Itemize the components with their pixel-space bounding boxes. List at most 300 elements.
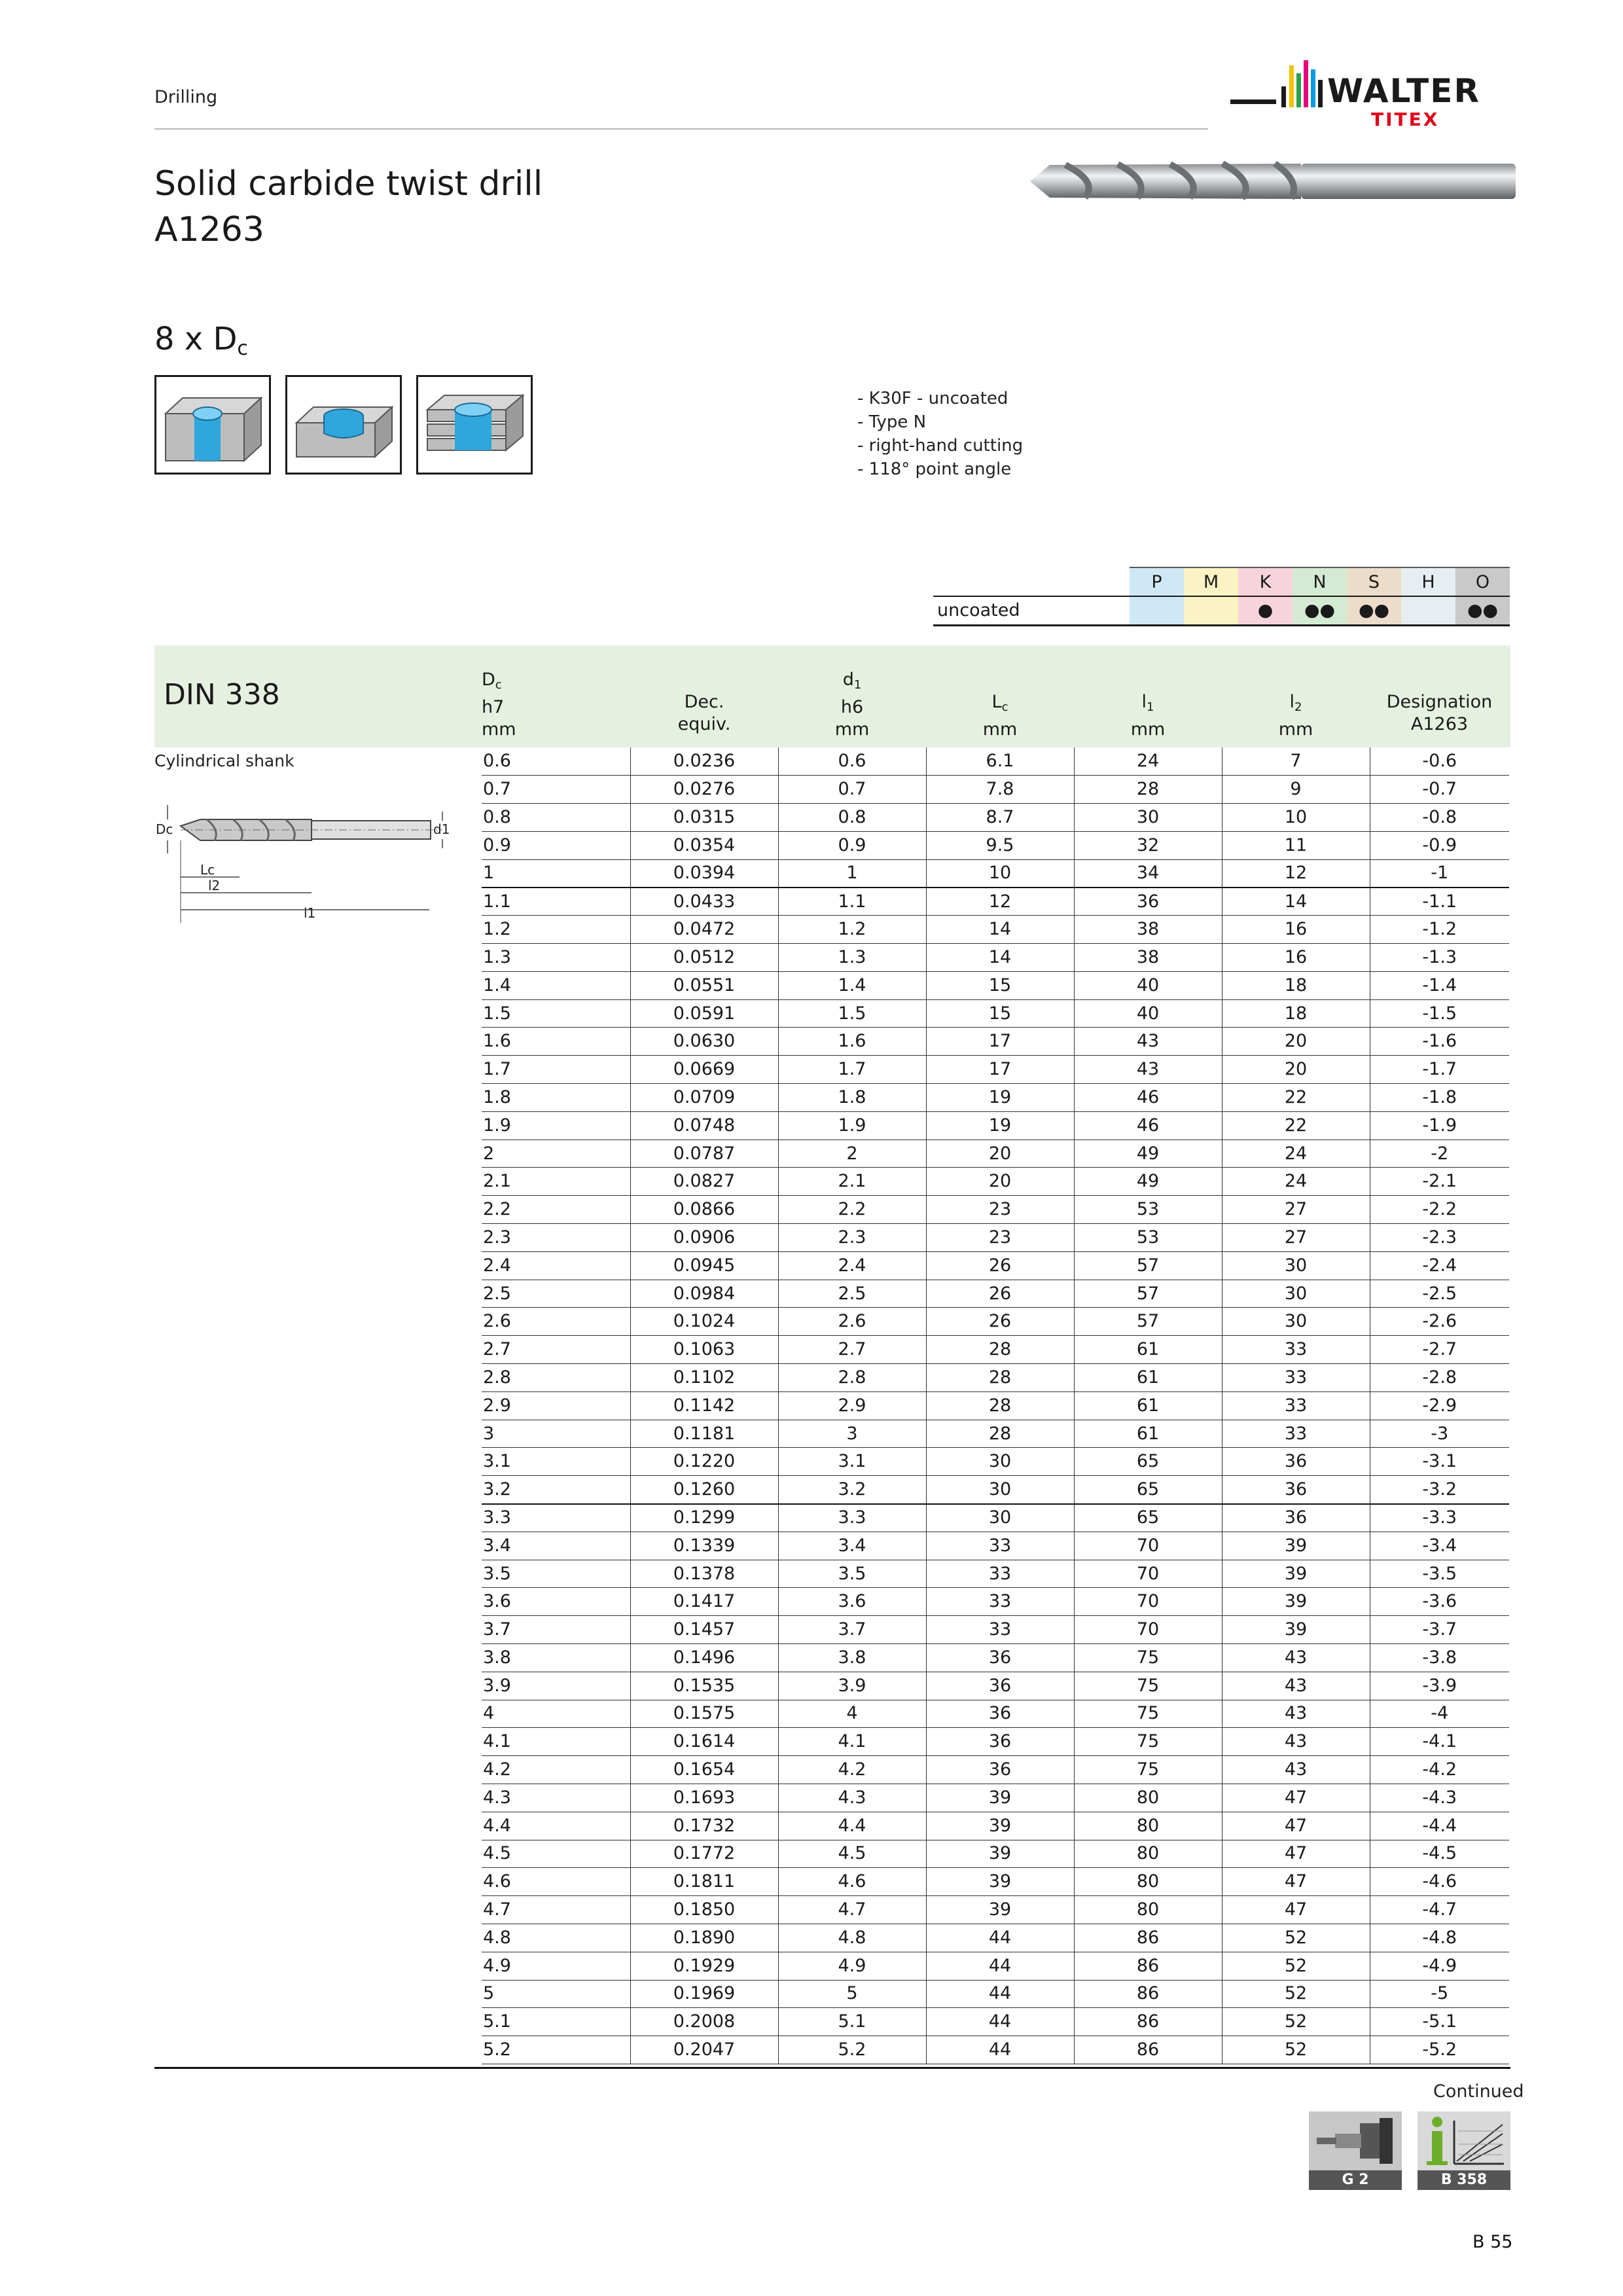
table-cell: -2.2 <box>1370 1196 1509 1224</box>
table-cell: 2.3 <box>778 1224 926 1252</box>
feature-item: - Type N <box>857 412 927 432</box>
table-cell: 24 <box>1222 1139 1370 1168</box>
reference-label: G 2 <box>1309 2170 1402 2190</box>
table-cell: 4.2 <box>778 1756 926 1784</box>
table-cell: 1.6 <box>778 1028 926 1056</box>
table-row <box>482 1588 1509 1616</box>
table-cell: 86 <box>1074 2036 1222 2064</box>
material-group-s: S <box>1347 567 1401 596</box>
table-cell: 0.0591 <box>630 999 778 1028</box>
table-cell: 4.1 <box>482 1728 630 1756</box>
table-cell: 0.1024 <box>630 1308 778 1336</box>
table-cell: 0.1654 <box>630 1756 778 1784</box>
table-cell: 39 <box>1222 1560 1370 1588</box>
feature-item: - right-hand cutting <box>857 436 1024 456</box>
table-cell: 33 <box>1222 1391 1370 1420</box>
table-cell: 1.3 <box>482 944 630 972</box>
table-row <box>482 1728 1509 1756</box>
table-cell: 44 <box>926 1924 1074 1952</box>
table-row <box>482 916 1509 944</box>
table-cell: 33 <box>1222 1364 1370 1392</box>
table-row <box>482 1700 1509 1728</box>
column-header-designation: Designation A1263 <box>1386 692 1493 734</box>
table-cell: 39 <box>1222 1588 1370 1616</box>
table-cell: 24 <box>1222 1168 1370 1196</box>
drill-size-table <box>482 747 1509 2064</box>
table-cell: -1.9 <box>1370 1111 1509 1139</box>
table-cell: -4.2 <box>1370 1756 1509 1784</box>
feature-list <box>857 387 1023 481</box>
table-cell: -2.8 <box>1370 1364 1509 1392</box>
table-cell: 1.4 <box>778 971 926 999</box>
table-cell: 26 <box>926 1308 1074 1336</box>
table-cell: 80 <box>1074 1896 1222 1924</box>
table-cell: 0.1299 <box>630 1504 778 1532</box>
table-cell: 36 <box>926 1644 1074 1672</box>
logo-sub-text: TITEX <box>1371 109 1440 130</box>
table-row <box>482 859 1509 888</box>
table-cell: 0.0945 <box>630 1251 778 1280</box>
table-cell: 1.3 <box>778 944 926 972</box>
material-group-h: H <box>1401 567 1455 596</box>
table-cell: 19 <box>926 1111 1074 1139</box>
table-cell: 0.1969 <box>630 1980 778 2008</box>
product-title-line2: A1263 <box>154 210 264 249</box>
table-cell: 43 <box>1222 1644 1370 1672</box>
table-cell: 7 <box>1222 747 1370 776</box>
table-cell: 2.7 <box>482 1336 630 1364</box>
table-row <box>482 1644 1509 1672</box>
table-cell: 2.4 <box>482 1251 630 1280</box>
table-row <box>482 1924 1509 1952</box>
table-cell: -1.2 <box>1370 916 1509 944</box>
section-label: Drilling <box>154 87 218 107</box>
table-row <box>482 1420 1509 1448</box>
table-row <box>482 1784 1509 1812</box>
column-header-l1: $l_1$ mm <box>1130 692 1166 740</box>
table-cell: -1 <box>1370 859 1509 888</box>
table-row <box>482 1448 1509 1476</box>
table-cell: 4.7 <box>482 1896 630 1924</box>
table-cell: 52 <box>1222 2008 1370 2036</box>
material-group-n: N <box>1293 567 1347 596</box>
table-cell: 3.3 <box>482 1504 630 1532</box>
table-row <box>482 1251 1509 1280</box>
product-title-line1: Solid carbide twist drill <box>154 164 543 204</box>
table-cell: 3.7 <box>482 1616 630 1644</box>
svg-text:d1: d1 <box>433 821 450 837</box>
table-cell: -4.4 <box>1370 1812 1509 1840</box>
table-cell: 0.0630 <box>630 1028 778 1056</box>
table-cell: 16 <box>1222 944 1370 972</box>
table-cell: 75 <box>1074 1756 1222 1784</box>
table-cell: 39 <box>926 1784 1074 1812</box>
table-cell: 3.5 <box>482 1560 630 1588</box>
table-cell: 75 <box>1074 1644 1222 1672</box>
table-row <box>482 2036 1509 2064</box>
table-cell: 1.1 <box>482 888 630 916</box>
suitability-k: ● <box>1238 596 1293 625</box>
table-cell: 57 <box>1074 1280 1222 1308</box>
through-hole-icon <box>154 375 271 475</box>
table-cell: 1.9 <box>778 1111 926 1139</box>
column-header-dc: $D_c$ h7 mm <box>482 670 516 740</box>
table-cell: -1.6 <box>1370 1028 1509 1056</box>
table-cell: 28 <box>926 1391 1074 1420</box>
table-cell: 0.6 <box>778 747 926 776</box>
table-cell: 15 <box>926 971 1074 999</box>
table-cell: 2.1 <box>778 1168 926 1196</box>
table-cell: 20 <box>926 1168 1074 1196</box>
table-row <box>482 1056 1509 1084</box>
table-cell: 3.7 <box>778 1616 926 1644</box>
table-cell: 2.6 <box>778 1308 926 1336</box>
table-cell: 4.1 <box>778 1728 926 1756</box>
table-cell: 2.8 <box>482 1364 630 1392</box>
table-cell: 1.5 <box>482 999 630 1028</box>
table-cell: 36 <box>1222 1476 1370 1504</box>
table-cell: 39 <box>1222 1616 1370 1644</box>
table-cell: 0.1063 <box>630 1336 778 1364</box>
table-cell: -3.7 <box>1370 1616 1509 1644</box>
table-cell: 9.5 <box>926 831 1074 859</box>
table-cell: 2.1 <box>482 1168 630 1196</box>
table-cell: -3.6 <box>1370 1588 1509 1616</box>
table-row <box>482 1560 1509 1588</box>
table-row <box>482 888 1509 916</box>
table-cell: 0.0906 <box>630 1224 778 1252</box>
walter-titex-logo <box>1230 60 1518 132</box>
table-cell: 0.1102 <box>630 1364 778 1392</box>
table-cell: 3.6 <box>778 1588 926 1616</box>
logo-main-text: WALTER <box>1327 72 1480 110</box>
table-row <box>482 1280 1509 1308</box>
table-cell: 36 <box>1222 1504 1370 1532</box>
table-cell: 28 <box>926 1420 1074 1448</box>
table-cell: 16 <box>1222 916 1370 944</box>
table-cell: 15 <box>926 999 1074 1028</box>
table-cell: 0.1417 <box>630 1588 778 1616</box>
table-cell: -1.3 <box>1370 944 1509 972</box>
table-cell: 4.3 <box>778 1784 926 1812</box>
table-cell: 0.0394 <box>630 859 778 888</box>
table-cell: 17 <box>926 1028 1074 1056</box>
table-cell: 27 <box>1222 1196 1370 1224</box>
table-cell: 30 <box>1222 1251 1370 1280</box>
table-cell: 0.1339 <box>630 1532 778 1560</box>
table-cell: 1.2 <box>482 916 630 944</box>
table-cell: 39 <box>926 1812 1074 1840</box>
table-cell: 1.7 <box>778 1056 926 1084</box>
table-cell: 1.8 <box>778 1084 926 1112</box>
table-cell: 53 <box>1074 1196 1222 1224</box>
ratio-sub: c <box>237 337 248 360</box>
table-cell: 2.6 <box>482 1308 630 1336</box>
table-row <box>482 1812 1509 1840</box>
table-cell: -3.2 <box>1370 1476 1509 1504</box>
table-cell: 19 <box>926 1084 1074 1112</box>
table-cell: -1.1 <box>1370 888 1509 916</box>
table-cell: 36 <box>926 1728 1074 1756</box>
table-cell: 4.9 <box>778 1952 926 1980</box>
feature-item: - K30F - uncoated <box>857 389 1008 408</box>
table-cell: 52 <box>1222 2036 1370 2064</box>
table-cell: 26 <box>926 1251 1074 1280</box>
table-cell: 40 <box>1074 999 1222 1028</box>
table-cell: 0.2047 <box>630 2036 778 2064</box>
table-cell: 47 <box>1222 1812 1370 1840</box>
table-cell: 0.1811 <box>630 1868 778 1896</box>
table-row <box>482 1028 1509 1056</box>
table-cell: 4.7 <box>778 1896 926 1924</box>
table-cell: 43 <box>1222 1700 1370 1728</box>
table-cell: 1.6 <box>482 1028 630 1056</box>
table-cell: 0.1535 <box>630 1672 778 1700</box>
svg-text:l2: l2 <box>208 878 221 893</box>
table-cell: -5.1 <box>1370 2008 1509 2036</box>
table-row <box>482 1868 1509 1896</box>
table-cell: 14 <box>1222 888 1370 916</box>
suitability-n: ●● <box>1293 596 1347 625</box>
table-cell: 1.8 <box>482 1084 630 1112</box>
table-cell: 3.4 <box>778 1532 926 1560</box>
table-cell: -3.4 <box>1370 1532 1509 1560</box>
table-cell: 38 <box>1074 944 1222 972</box>
dimension-drawing <box>154 785 455 923</box>
table-cell: 11 <box>1222 831 1370 859</box>
table-cell: 0.7 <box>482 776 630 804</box>
table-cell: 0.1496 <box>630 1644 778 1672</box>
table-cell: 4.5 <box>482 1840 630 1868</box>
table-cell: 43 <box>1222 1728 1370 1756</box>
table-row <box>482 1111 1509 1139</box>
table-cell: -2.7 <box>1370 1336 1509 1364</box>
table-cell: 4 <box>482 1700 630 1728</box>
table-cell: 52 <box>1222 1980 1370 2008</box>
table-cell: 0.0866 <box>630 1196 778 1224</box>
table-cell: 30 <box>1222 1280 1370 1308</box>
table-cell: 3.5 <box>778 1560 926 1588</box>
table-cell: -2.9 <box>1370 1391 1509 1420</box>
table-cell: 36 <box>926 1756 1074 1784</box>
table-cell: 49 <box>1074 1168 1222 1196</box>
table-cell: 49 <box>1074 1139 1222 1168</box>
table-cell: 47 <box>1222 1868 1370 1896</box>
table-cell: 33 <box>926 1588 1074 1616</box>
table-row <box>482 1364 1509 1392</box>
table-cell: 4.8 <box>778 1924 926 1952</box>
table-cell: 3.3 <box>778 1504 926 1532</box>
table-cell: 18 <box>1222 999 1370 1028</box>
table-cell: -4 <box>1370 1700 1509 1728</box>
table-cell: 22 <box>1222 1111 1370 1139</box>
table-row <box>482 776 1509 804</box>
suitability-h <box>1401 596 1455 625</box>
table-row <box>482 747 1509 776</box>
table-cell: 0.0787 <box>630 1139 778 1168</box>
table-cell: 46 <box>1074 1084 1222 1112</box>
table-row <box>482 1476 1509 1504</box>
table-cell: 3.2 <box>482 1476 630 1504</box>
table-cell: 0.0669 <box>630 1056 778 1084</box>
table-cell: 86 <box>1074 2008 1222 2036</box>
table-cell: 36 <box>1074 888 1222 916</box>
table-row <box>482 1336 1509 1364</box>
table-row <box>482 1952 1509 1980</box>
table-cell: 0.1220 <box>630 1448 778 1476</box>
table-cell: -3.3 <box>1370 1504 1509 1532</box>
drill-photo <box>1026 154 1518 208</box>
table-cell: 43 <box>1222 1672 1370 1700</box>
table-cell: 75 <box>1074 1700 1222 1728</box>
table-row <box>482 1504 1509 1532</box>
table-cell: 0.8 <box>482 804 630 832</box>
table-cell: 39 <box>926 1896 1074 1924</box>
table-cell: 61 <box>1074 1391 1222 1420</box>
table-cell: 1.2 <box>778 916 926 944</box>
table-cell: 61 <box>1074 1336 1222 1364</box>
table-cell: 2.4 <box>778 1251 926 1280</box>
table-cell: 3.6 <box>482 1588 630 1616</box>
svg-text:Dc: Dc <box>156 821 173 837</box>
table-row <box>482 1139 1509 1168</box>
table-cell: 39 <box>926 1840 1074 1868</box>
table-row <box>482 804 1509 832</box>
table-cell: 65 <box>1074 1448 1222 1476</box>
table-cell: 0.9 <box>778 831 926 859</box>
table-cell: -1.7 <box>1370 1056 1509 1084</box>
table-cell: 0.8 <box>778 804 926 832</box>
technical-info-icon[interactable] <box>1418 2111 1510 2190</box>
table-cell: 4.4 <box>778 1812 926 1840</box>
table-cell: 0.7 <box>778 776 926 804</box>
table-row <box>482 1672 1509 1700</box>
table-cell: 0.1260 <box>630 1476 778 1504</box>
table-row <box>482 831 1509 859</box>
table-cell: -4.1 <box>1370 1728 1509 1756</box>
table-cell: 36 <box>1222 1448 1370 1476</box>
table-cell: 0.6 <box>482 747 630 776</box>
table-cell: 43 <box>1074 1056 1222 1084</box>
suitability-p <box>1130 596 1184 625</box>
table-cell: 0.1575 <box>630 1700 778 1728</box>
table-cell: 47 <box>1222 1840 1370 1868</box>
table-cell: -5.2 <box>1370 2036 1509 2064</box>
table-cell: -2.4 <box>1370 1251 1509 1280</box>
table-cell: 65 <box>1074 1504 1222 1532</box>
svg-text:Lc: Lc <box>200 862 215 878</box>
table-cell: 4 <box>778 1700 926 1728</box>
material-group-k: K <box>1238 567 1293 596</box>
table-cell: 86 <box>1074 1952 1222 1980</box>
table-cell: 5.1 <box>482 2008 630 2036</box>
chuck-reference-icon[interactable] <box>1309 2111 1402 2190</box>
table-cell: 30 <box>926 1504 1074 1532</box>
table-cell: 2.9 <box>482 1391 630 1420</box>
table-cell: -5 <box>1370 1980 1509 2008</box>
table-cell: 36 <box>926 1672 1074 1700</box>
table-cell: 5 <box>778 1980 926 2008</box>
table-cell: 24 <box>1074 747 1222 776</box>
table-cell: 3 <box>482 1420 630 1448</box>
table-cell: 34 <box>1074 859 1222 888</box>
table-cell: 3.1 <box>778 1448 926 1476</box>
table-cell: 0.1693 <box>630 1784 778 1812</box>
table-row <box>482 1168 1509 1196</box>
table-cell: 2.2 <box>482 1196 630 1224</box>
table-cell: 0.1890 <box>630 1924 778 1952</box>
suitability-o: ●● <box>1455 596 1510 625</box>
table-cell: 44 <box>926 1952 1074 1980</box>
table-cell: -4.3 <box>1370 1784 1509 1812</box>
table-cell: 2.9 <box>778 1391 926 1420</box>
stacked-plates-icon <box>416 375 533 475</box>
table-cell: 75 <box>1074 1672 1222 1700</box>
table-cell: 0.0433 <box>630 888 778 916</box>
table-cell: 4.3 <box>482 1784 630 1812</box>
table-cell: 20 <box>1222 1028 1370 1056</box>
table-cell: 0.0276 <box>630 776 778 804</box>
table-cell: 33 <box>926 1616 1074 1644</box>
table-cell: -0.6 <box>1370 747 1509 776</box>
table-cell: 4.8 <box>482 1924 630 1952</box>
table-cell: 33 <box>1222 1336 1370 1364</box>
table-cell: 3.8 <box>778 1644 926 1672</box>
table-cell: 70 <box>1074 1616 1222 1644</box>
standard-label: DIN 338 <box>164 678 280 711</box>
table-cell: 23 <box>926 1224 1074 1252</box>
table-cell: 8.7 <box>926 804 1074 832</box>
table-cell: 53 <box>1074 1224 1222 1252</box>
table-cell: 3.9 <box>482 1672 630 1700</box>
table-cell: 43 <box>1222 1756 1370 1784</box>
table-cell: 7.8 <box>926 776 1074 804</box>
table-cell: 39 <box>1222 1532 1370 1560</box>
table-cell: -2.1 <box>1370 1168 1509 1196</box>
table-cell: 0.0551 <box>630 971 778 999</box>
coating-label: uncoated <box>933 596 1130 625</box>
table-cell: 4.2 <box>482 1756 630 1784</box>
table-cell: -1.5 <box>1370 999 1509 1028</box>
table-cell: 6.1 <box>926 747 1074 776</box>
table-cell: -1.4 <box>1370 971 1509 999</box>
table-cell: 3.2 <box>778 1476 926 1504</box>
table-cell: -3 <box>1370 1420 1509 1448</box>
column-header-dec-equiv: Dec. equiv. <box>677 692 731 734</box>
table-cell: 2 <box>778 1139 926 1168</box>
table-cell: 4.6 <box>482 1868 630 1896</box>
table-cell: 5.2 <box>778 2036 926 2064</box>
column-header-l2: $l_2$ mm <box>1278 692 1313 740</box>
table-cell: 2.2 <box>778 1196 926 1224</box>
table-cell: 2.5 <box>482 1280 630 1308</box>
table-cell: 4.9 <box>482 1952 630 1980</box>
table-cell: 43 <box>1074 1028 1222 1056</box>
product-title <box>154 161 543 253</box>
table-cell: 70 <box>1074 1560 1222 1588</box>
header-rule <box>154 128 1208 130</box>
table-cell: 1.9 <box>482 1111 630 1139</box>
table-cell: 52 <box>1222 1924 1370 1952</box>
table-cell: 1 <box>482 859 630 888</box>
table-cell: 30 <box>1074 804 1222 832</box>
table-cell: 0.0984 <box>630 1280 778 1308</box>
table-cell: 3.8 <box>482 1644 630 1672</box>
table-cell: 44 <box>926 2036 1074 2064</box>
table-cell: -0.7 <box>1370 776 1509 804</box>
table-cell: 61 <box>1074 1420 1222 1448</box>
table-row <box>482 1224 1509 1252</box>
